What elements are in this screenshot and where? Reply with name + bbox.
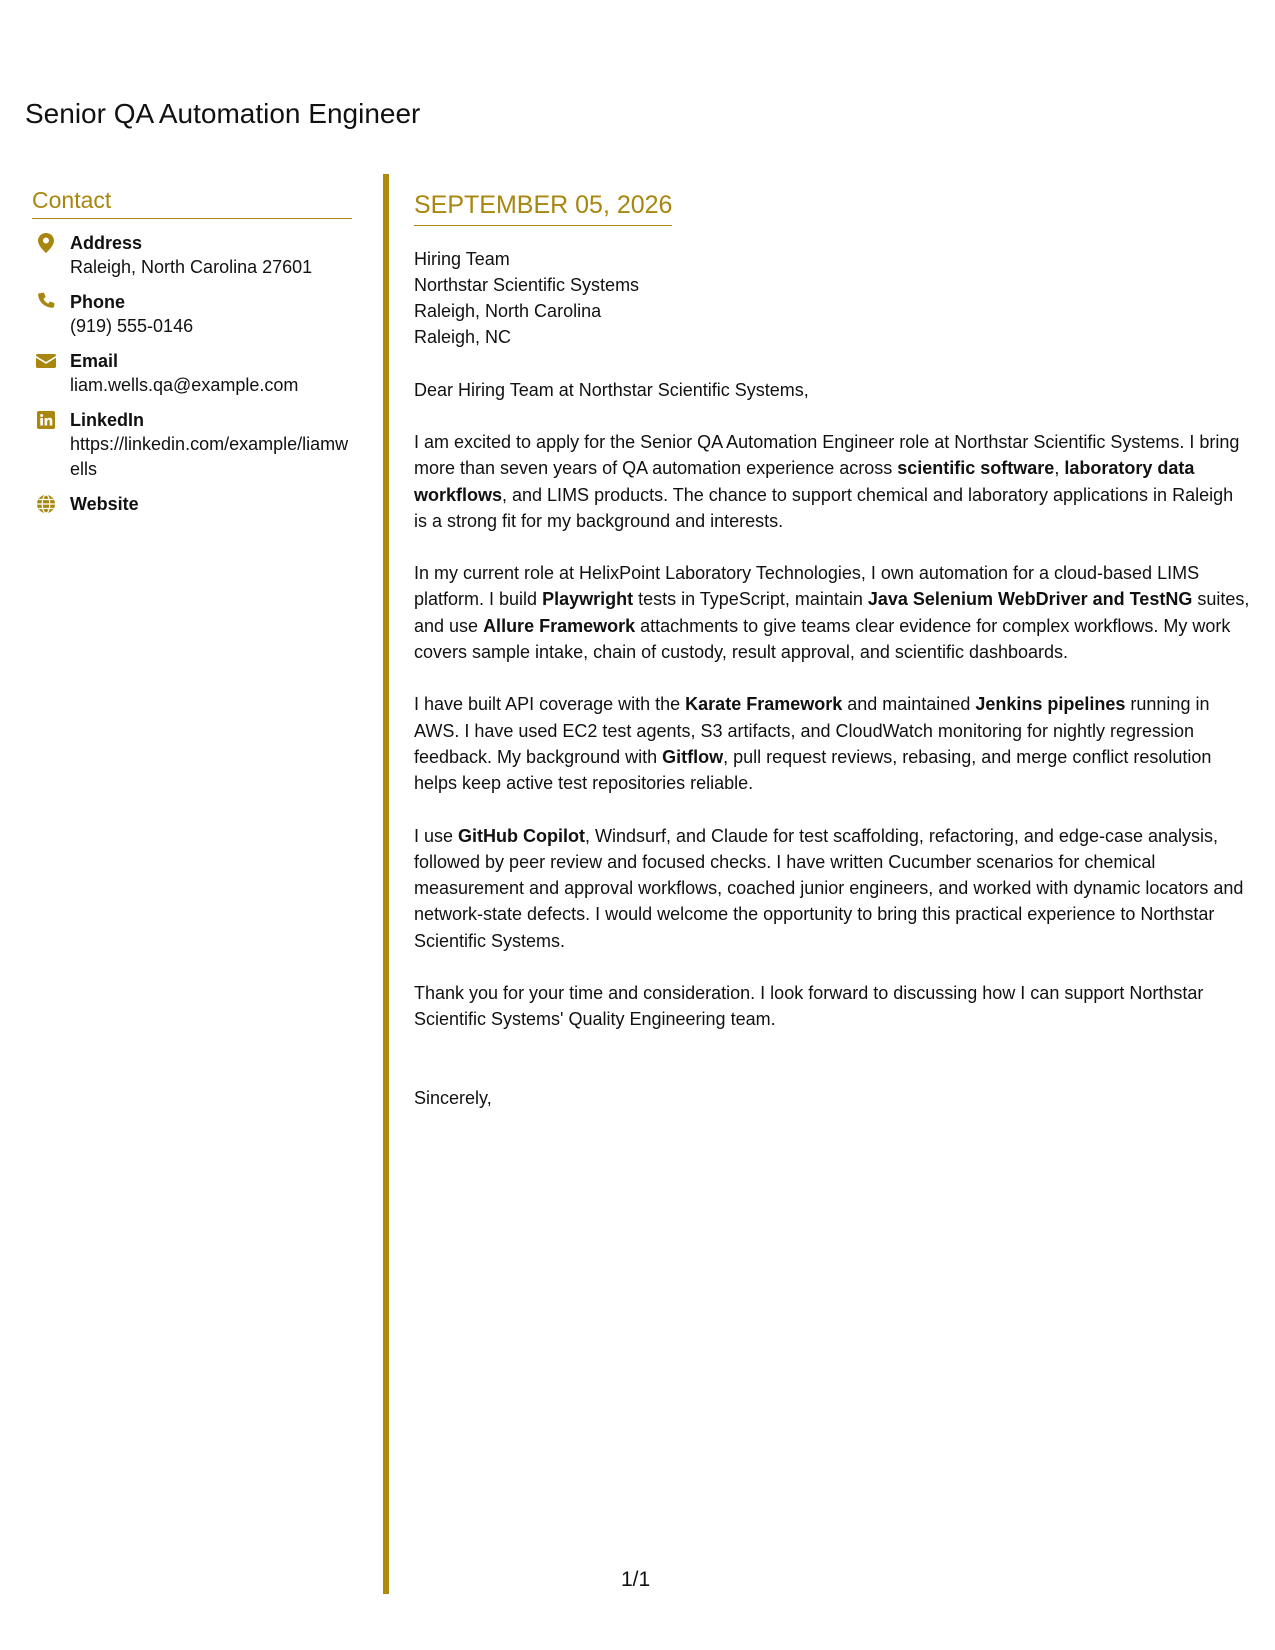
contact-website	[32, 492, 352, 516]
contact-label: LinkedIn	[70, 410, 145, 430]
letter-body	[414, 190, 1250, 1111]
contact-value: Raleigh, North Carolina 27601	[70, 257, 313, 277]
body-paragraph: I use GitHub Copilot, Windsurf, and Claude for test scaffolding, refactoring, and edge-case analysis, followed by peer review and focused checks. I have written Cucumber scenarios for chemical measurement and approval workflows, coached junior engineers, and worked with dynamic locators and network-state defects. I would welcome the opportunity to bring this practical experience to Northstar Scientific Systems.	[414, 825, 1244, 951]
recipient-line: Raleigh, NC	[414, 327, 512, 347]
envelope-icon	[34, 349, 58, 373]
closing: Sincerely,	[414, 1087, 492, 1108]
emphasized-term: Java Selenium WebDriver and TestNG	[867, 589, 1193, 610]
vertical-divider	[383, 174, 389, 1594]
body-paragraph: Thank you for your time and consideration. I look forward to discussing how I can support Northstar Scientific Systems' Quality Engineering team.	[414, 983, 1204, 1030]
phone-icon	[34, 290, 58, 314]
emphasized-term: Karate Framework	[685, 694, 843, 715]
contact-address	[32, 231, 352, 280]
contact-label: Address	[70, 233, 143, 253]
contact-phone	[32, 290, 352, 339]
recipient-block	[414, 246, 1250, 350]
salutation: Dear Hiring Team at Northstar Scientific Systems,	[414, 380, 809, 400]
contact-label: Email	[70, 351, 119, 371]
globe-icon	[34, 492, 58, 516]
body-paragraph: In my current role at HelixPoint Laboratory Technologies, I own automation for a cloud-based LIMS platform. I build Playwright tests in TypeScript, maintain Java Selenium WebDriver and TestNG suites, and use Allure Framework attachments to give teams clear evidence for complex workflows. My work covers sample intake, chain of custody, result approval, and scientific dashboards.	[414, 563, 1250, 663]
recipient-line: Hiring Team	[414, 249, 510, 269]
emphasized-term: laboratory data workflows	[414, 458, 1195, 505]
contact-value[interactable]: https://linkedin.com/example/liamwells	[70, 434, 349, 479]
contact-label: Website	[70, 494, 139, 514]
contact-label: Phone	[70, 292, 126, 312]
page-title: Senior QA Automation Engineer	[25, 98, 421, 129]
emphasized-term: scientific software	[897, 458, 1055, 479]
map-pin-icon	[34, 231, 58, 255]
contact-value: (919) 555-0146	[70, 316, 194, 336]
body-paragraph: I am excited to apply for the Senior QA Automation Engineer role at Northstar Scientific Systems. I bring more than seven years of QA automation experience across scientific software, laboratory data workflows, and LIMS products. The chance to support chemical and laboratory applications in Raleigh is a strong fit for my background and interests.	[414, 432, 1240, 531]
emphasized-term: GitHub Copilot	[458, 825, 585, 846]
linkedin-icon	[34, 408, 58, 432]
recipient-line: Raleigh, North Carolina	[414, 301, 602, 321]
emphasized-term: Jenkins pipelines	[975, 694, 1126, 715]
contact-heading: Contact	[32, 186, 352, 219]
emphasized-term: Gitflow	[662, 746, 724, 767]
body-paragraph: I have built API coverage with the Karate Framework and maintained Jenkins pipelines running in AWS. I have used EC2 test agents, S3 artifacts, and CloudWatch monitoring for nightly regression feedback. My background with Gitflow, pull request reviews, rebasing, and merge conflict resolution helps keep active test repositories reliable.	[414, 694, 1212, 794]
emphasized-term: Playwright	[542, 589, 634, 610]
page-number: 1/1	[621, 1568, 651, 1591]
contact-value: liam.wells.qa@example.com	[70, 375, 299, 395]
emphasized-term: Allure Framework	[483, 615, 636, 636]
letter-date: SEPTEMBER 05, 2026	[414, 190, 672, 226]
contact-sidebar	[32, 186, 352, 526]
recipient-line: Northstar Scientific Systems	[414, 275, 640, 295]
contact-linkedin	[32, 408, 352, 482]
contact-email	[32, 349, 352, 398]
